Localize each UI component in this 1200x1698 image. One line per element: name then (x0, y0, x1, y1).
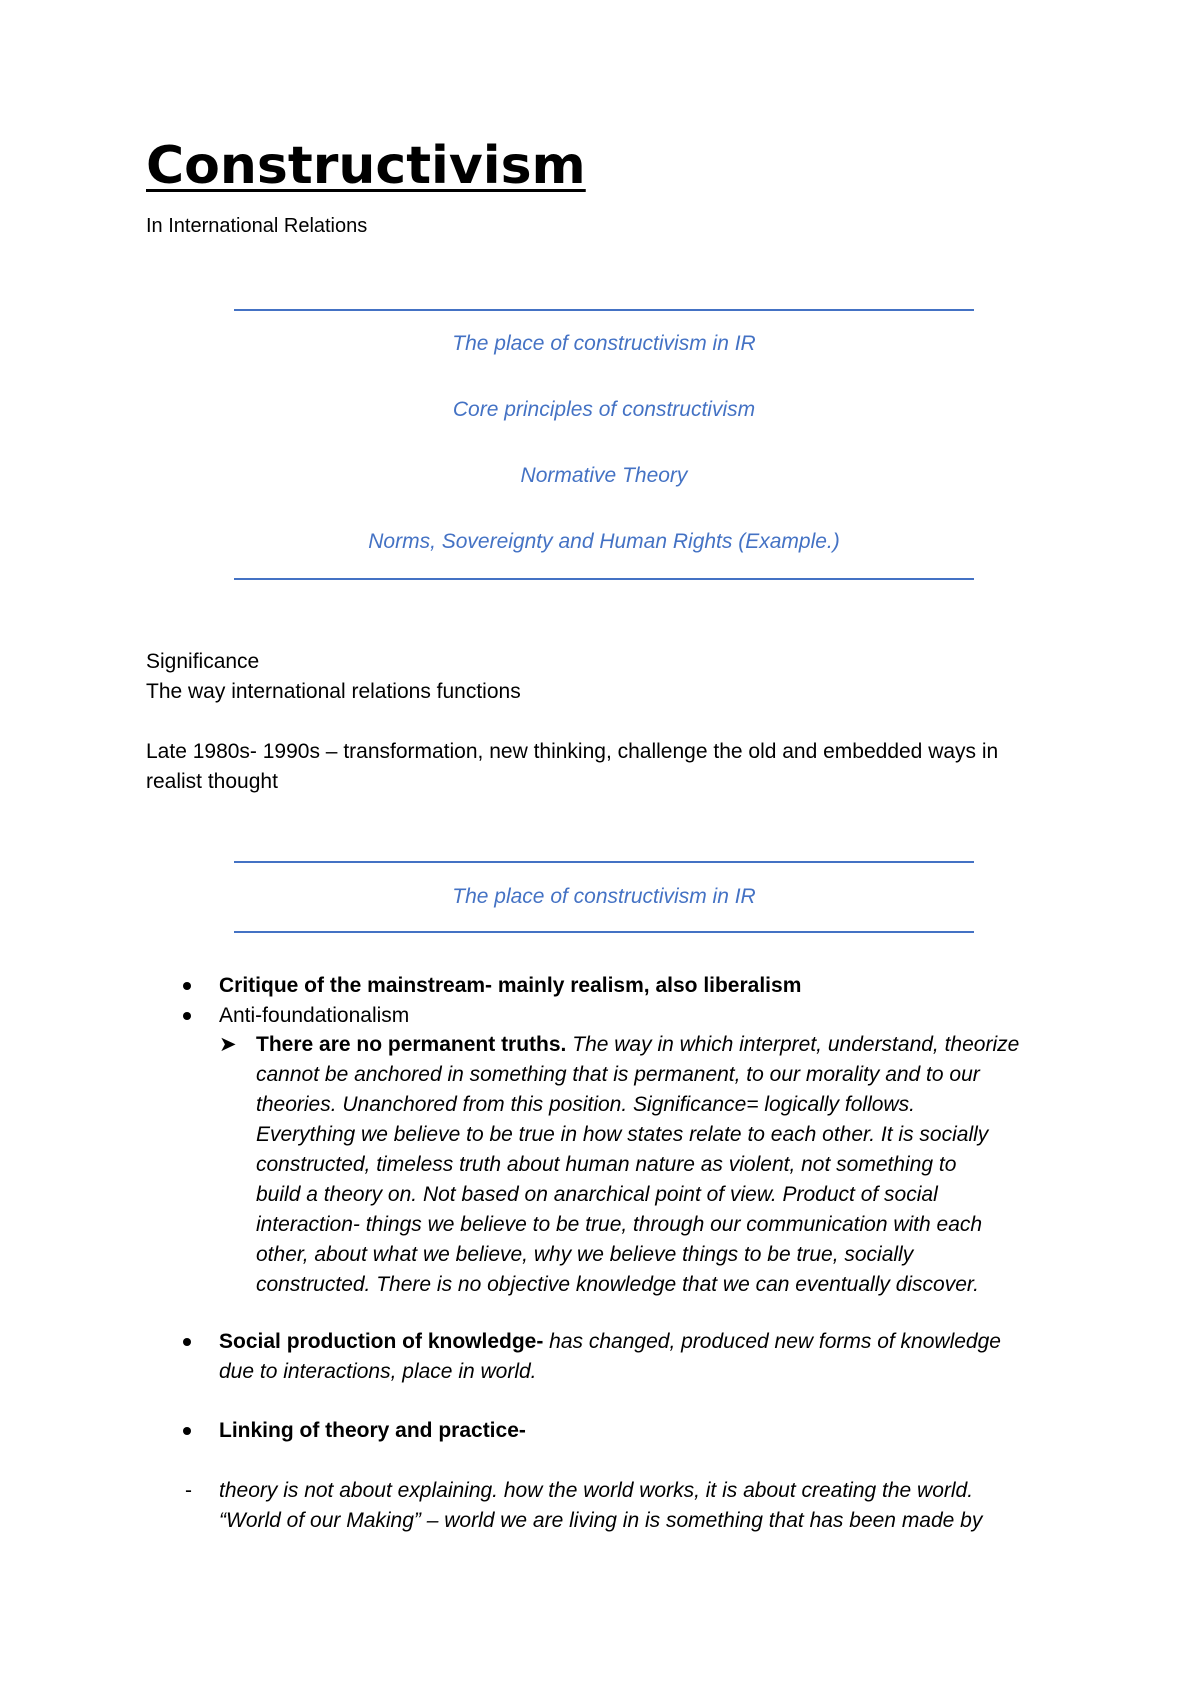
bullet-dot (183, 1012, 191, 1020)
bullet-linking-theory (219, 1416, 526, 1446)
toc-item-2: Core principles of constructivism (452, 398, 756, 421)
section-top-rule (234, 861, 974, 863)
intro-late-1980s: Late 1980s- 1990s – transformation, new thinking, challenge the old and embedded ways in (146, 740, 999, 763)
bullet-social-production-bold: Social production of knowledge- (219, 1330, 544, 1353)
sub-bullet-line: theories. Unanchored from this position. Significance= logically follows. (256, 1093, 915, 1116)
intro-realist-thought: realist thought (146, 770, 278, 793)
bullet-social-production-cont (219, 1357, 537, 1387)
sub-bullet-line: other, about what we believe, why we believe things to be true, socially (256, 1243, 914, 1266)
section-bottom-rule (234, 931, 974, 933)
toc-top-rule (234, 309, 974, 311)
intro-significance: Significance (146, 650, 260, 673)
bullet-critique (219, 971, 801, 1001)
bullet-dot (183, 982, 191, 990)
bullet-dot (183, 1427, 191, 1435)
dash-item (219, 1476, 982, 1536)
dash-item-line-1: theory is not about explaining. how the world works, it is about creating the world. (219, 1479, 974, 1502)
sub-bullet-line: constructed, timeless truth about human nature as violent, not something to (256, 1153, 957, 1176)
sub-bullet-line: interaction- things we believe to be true, through our communication with each (256, 1213, 983, 1236)
sub-bullet-italic: The way in which interpret, understand, theorize (566, 1033, 1020, 1056)
sub-bullet-line: cannot be anchored in something that is permanent, to our morality and to our (256, 1063, 980, 1086)
bullet-social-production-italic-2: due to interactions, place in world. (219, 1360, 537, 1383)
bullet-linking-theory-text: Linking of theory and practice- (219, 1419, 526, 1442)
sub-bullet-line (256, 1030, 1076, 1060)
toc-item-1: The place of constructivism in IR (452, 332, 756, 355)
document-subtitle: In International Relations (146, 215, 368, 237)
toc-bottom-rule (234, 578, 974, 580)
document-title: Constructivism (146, 136, 586, 196)
toc-item-4: Norms, Sovereignty and Human Rights (Example.) (368, 530, 840, 553)
dash-item-line-2: “World of our Making” – world we are living in is something that has been made by (219, 1509, 983, 1532)
dash-marker: - (185, 1479, 192, 1502)
toc-item-3: Normative Theory (520, 464, 688, 487)
bullet-anti-foundationalism (219, 1001, 409, 1031)
bullet-dot (183, 1338, 191, 1346)
bullet-social-production-italic: has changed, produced new forms of knowledge (543, 1330, 1001, 1353)
sub-bullet-line: constructed. There is no objective knowledge that we can eventually discover. (256, 1273, 979, 1296)
sub-bullet-line: Everything we believe to be true in how states relate to each other. It is socially (256, 1123, 989, 1146)
intro-functions: The way international relations functions (146, 680, 521, 703)
bullet-critique-text: Critique of the mainstream- mainly realism, also liberalism (219, 974, 802, 997)
arrow-bullet-icon: ➤ (219, 1033, 237, 1056)
bullet-anti-foundationalism-text: Anti-foundationalism (219, 1004, 410, 1027)
sub-bullet-line: build a theory on. Not based on anarchical point of view. Product of social (256, 1183, 938, 1206)
sub-bullet-permanent-truths (256, 1030, 1076, 1300)
sub-bullet-bold: There are no permanent truths. (256, 1033, 567, 1056)
bullet-social-production (219, 1327, 1001, 1357)
section-heading: The place of constructivism in IR (452, 885, 756, 908)
